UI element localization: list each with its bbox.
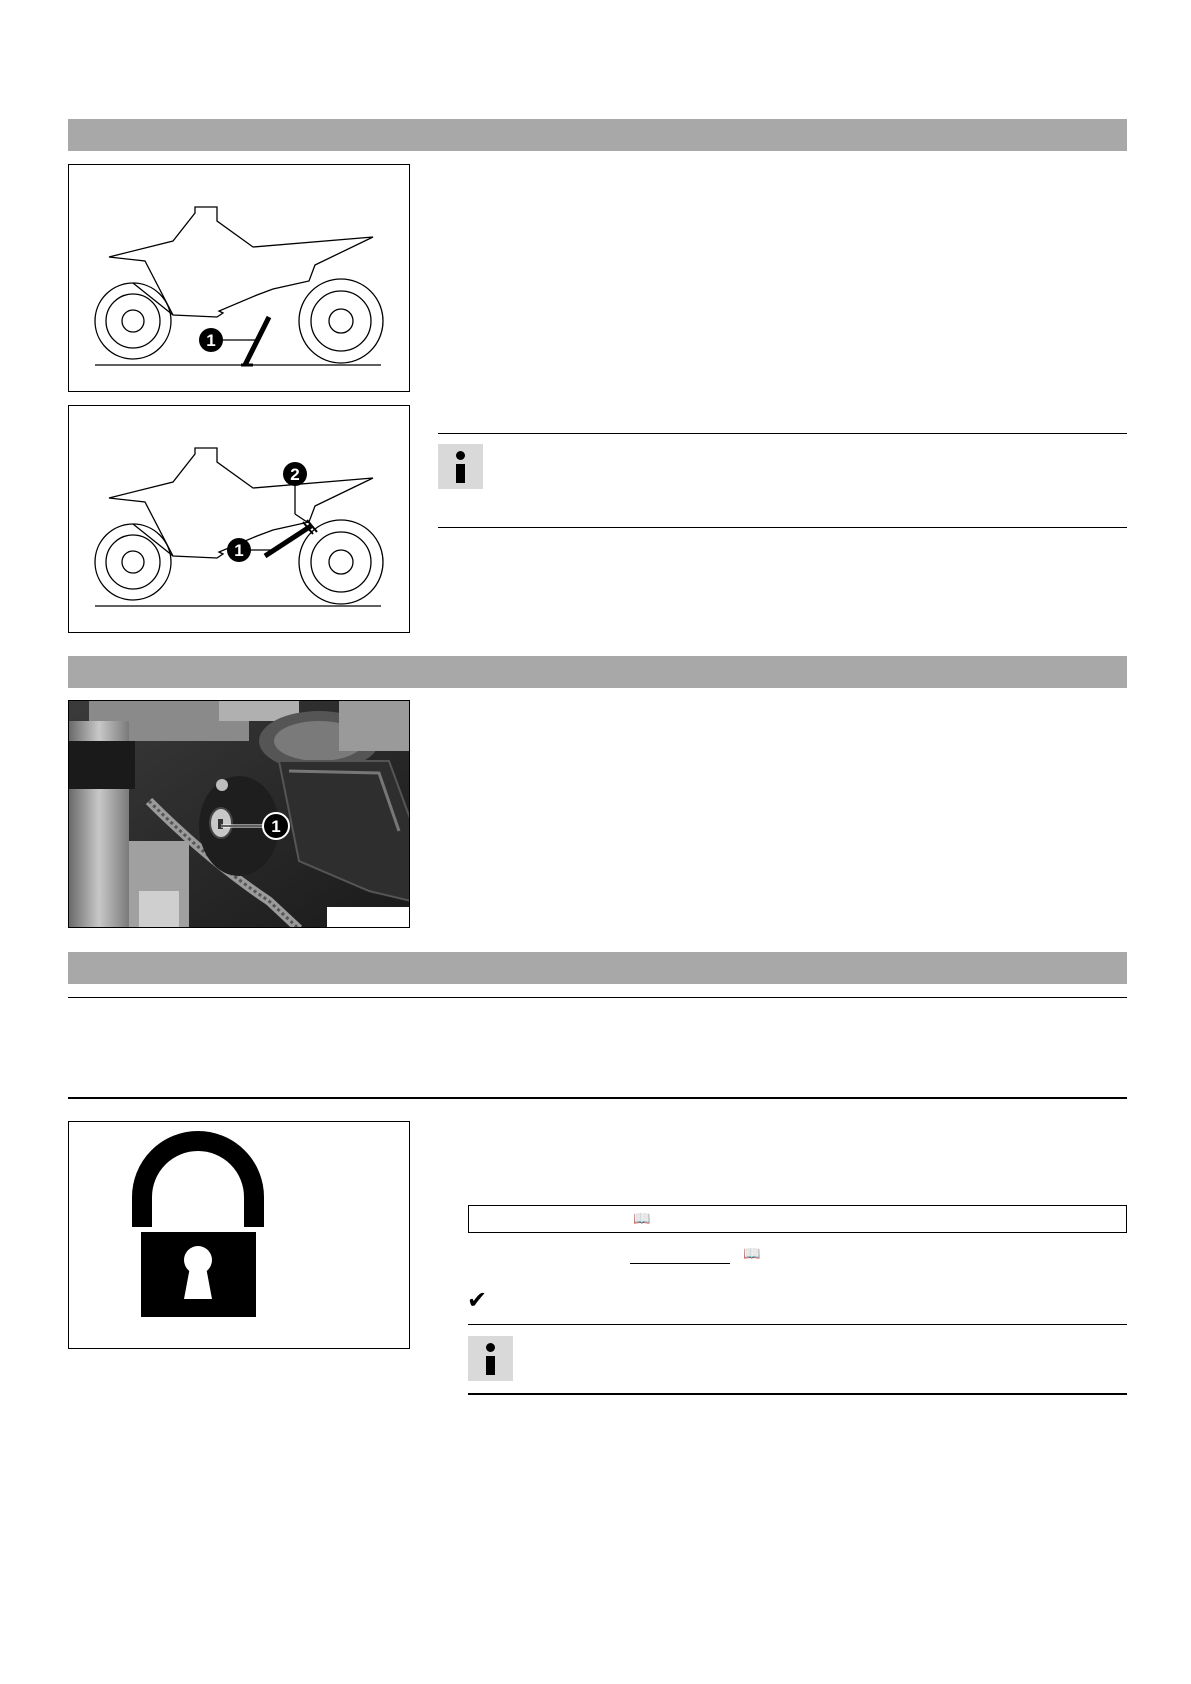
callout-label: 1 [234, 541, 244, 560]
figure-side-stand-up [68, 405, 410, 633]
section-header-bar-2 [68, 656, 1127, 688]
info-rule-bottom [438, 527, 1127, 528]
figure-padlock [68, 1121, 410, 1349]
padlock-icon [69, 1122, 410, 1349]
callout-label: 1 [271, 817, 281, 836]
callout-label: 2 [290, 465, 300, 484]
info-icon [438, 444, 483, 489]
book-icon[interactable]: 📖 [743, 1245, 761, 1261]
photo-label-area [327, 907, 409, 927]
figure-steering-lock-photo [68, 700, 410, 928]
motorcycle-diagram-2 [69, 406, 410, 633]
section-header-bar-3 [68, 952, 1127, 984]
motorcycle-diagram-1 [69, 165, 410, 392]
callout-label: 1 [206, 331, 216, 350]
cross-reference-link[interactable] [630, 1263, 730, 1264]
checkmark-icon: ✔ [467, 1287, 488, 1314]
steering-lock-photo [69, 701, 410, 928]
book-icon[interactable]: 📖 [633, 1210, 651, 1226]
notice-rule-top [68, 997, 1127, 998]
info-rule-top-2 [468, 1324, 1127, 1325]
tool-reference-box [468, 1205, 1127, 1233]
section-header-bar-1 [68, 119, 1127, 151]
info-rule-bottom-2 [468, 1393, 1127, 1395]
info-icon [468, 1336, 513, 1381]
figure-side-stand-down [68, 164, 410, 392]
info-rule-top [438, 433, 1127, 434]
notice-rule-bottom [68, 1097, 1127, 1099]
